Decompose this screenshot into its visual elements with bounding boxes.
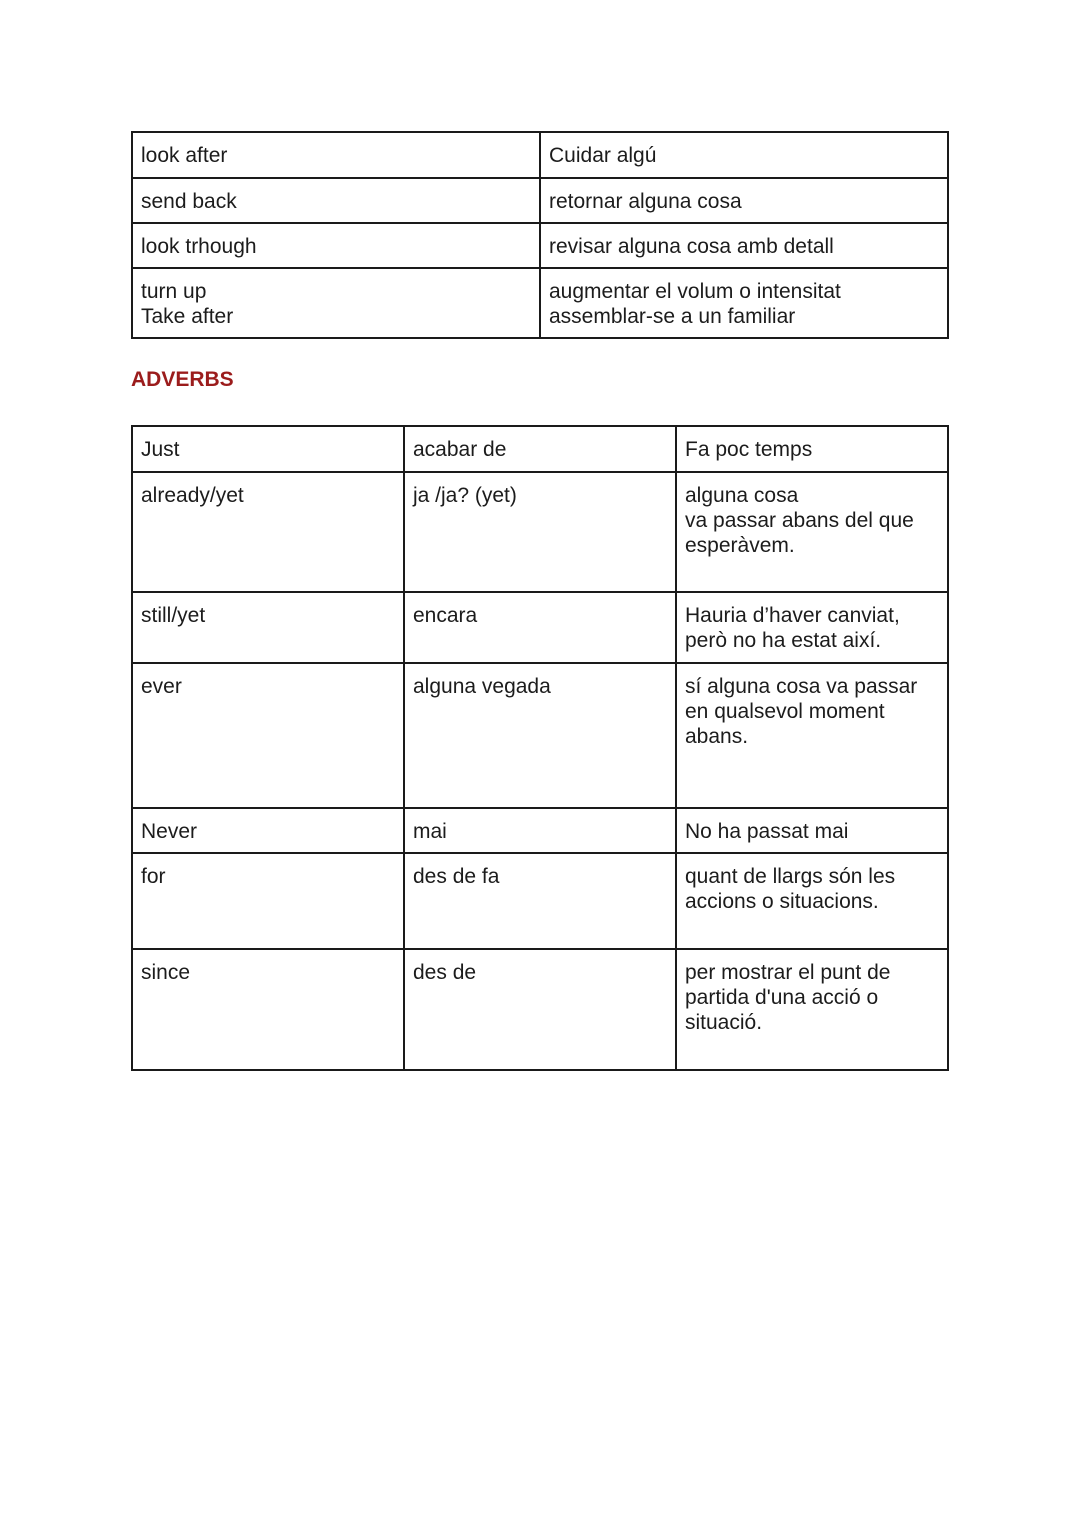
meaning-cell: per mostrar el punt de partida d'una acció o situació. bbox=[676, 949, 948, 1070]
translation-cell: encara bbox=[404, 592, 676, 663]
phrasal-verb-cell: send back bbox=[132, 178, 540, 223]
translation-cell: ja /ja? (yet) bbox=[404, 472, 676, 592]
table-row bbox=[132, 592, 948, 663]
table-row bbox=[132, 132, 948, 178]
phrasal-verb-cell: look after bbox=[132, 132, 540, 178]
table-row bbox=[132, 808, 948, 853]
translation-cell: des de fa bbox=[404, 853, 676, 949]
translation-cell: mai bbox=[404, 808, 676, 853]
table-row bbox=[132, 178, 948, 223]
adverb-cell: Never bbox=[132, 808, 404, 853]
meaning-cell: No ha passat mai bbox=[676, 808, 948, 853]
phrasal-verb-cell: look trhough bbox=[132, 223, 540, 268]
table-row bbox=[132, 223, 948, 268]
adverb-cell: ever bbox=[132, 663, 404, 808]
table-row bbox=[132, 426, 948, 472]
translation-cell: acabar de bbox=[404, 426, 676, 472]
table-row bbox=[132, 663, 948, 808]
section-heading-adverbs: ADVERBS bbox=[131, 368, 234, 391]
meaning-cell: sí alguna cosa va passar en qualsevol moment abans. bbox=[676, 663, 948, 808]
meaning-cell: Fa poc temps bbox=[676, 426, 948, 472]
translation-cell: augmentar el volum o intensitat assemblar-se a un familiar bbox=[540, 268, 948, 338]
translation-cell: alguna vegada bbox=[404, 663, 676, 808]
translation-cell: revisar alguna cosa amb detall bbox=[540, 223, 948, 268]
table-row bbox=[132, 949, 948, 1070]
adverb-cell: for bbox=[132, 853, 404, 949]
table-row bbox=[132, 268, 948, 338]
table-row bbox=[132, 472, 948, 592]
adverb-cell: Just bbox=[132, 426, 404, 472]
translation-cell: retornar alguna cosa bbox=[540, 178, 948, 223]
meaning-cell: quant de llargs són les accions o situacions. bbox=[676, 853, 948, 949]
adverbs-table bbox=[131, 425, 949, 1071]
adverb-cell: already/yet bbox=[132, 472, 404, 592]
phrasal-verbs-table bbox=[131, 131, 949, 339]
adverb-cell: still/yet bbox=[132, 592, 404, 663]
translation-cell: Cuidar algú bbox=[540, 132, 948, 178]
meaning-cell: alguna cosa va passar abans del que esperàvem. bbox=[676, 472, 948, 592]
adverb-cell: since bbox=[132, 949, 404, 1070]
table-row bbox=[132, 853, 948, 949]
meaning-cell: Hauria d’haver canviat, però no ha estat així. bbox=[676, 592, 948, 663]
translation-cell: des de bbox=[404, 949, 676, 1070]
phrasal-verb-cell: turn up Take after bbox=[132, 268, 540, 338]
